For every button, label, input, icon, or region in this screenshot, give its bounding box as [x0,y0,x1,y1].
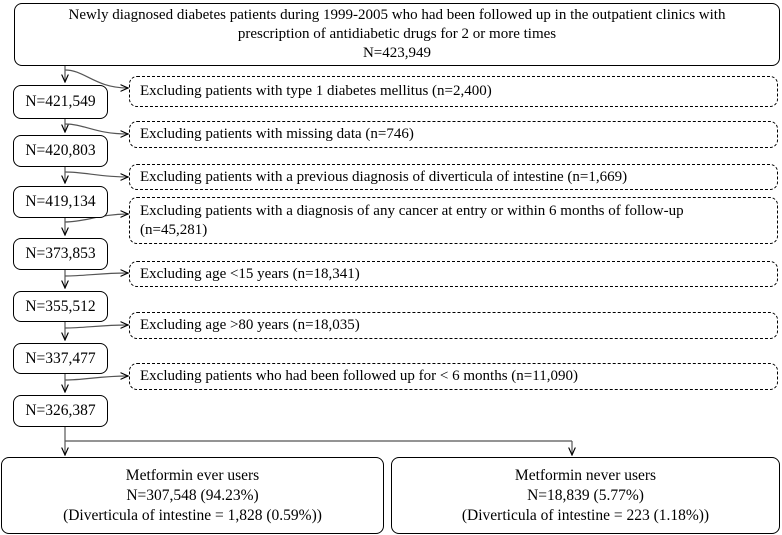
step-count-box [13,186,108,218]
exclusion-box [129,363,778,390]
step-count-box [13,135,108,167]
metformin-ever-users-box [1,457,384,534]
metformin-never-users-box [391,457,780,534]
step-count-box [13,343,108,374]
exclusion-text-7: Excluding patients who had been followed up for < 6 months (n=11,090) [140,368,578,384]
exclusion-text-2: Excluding patients with missing data (n=746) [140,126,414,142]
initial-cohort-count: N=423,949 [362,45,432,61]
exclusion-text-6: Excluding age >80 years (n=18,035) [140,317,360,333]
exclusion-box [129,76,778,107]
arrow-exclusion-3 [65,172,128,177]
initial-cohort-line2: prescription of antidiabetic drugs for 2 or more times [237,26,557,42]
step-count-box [13,238,108,270]
group-count-never: N=18,839 (5.77%) [527,486,644,504]
group-count-ever: N=307,548 (94.23%) [126,486,259,504]
step-count-box [13,291,108,322]
step-count-box [13,395,108,427]
exclusion-box [129,312,778,339]
step-count-5: N=355,512 [25,297,96,315]
group-outcome-ever: (Diverticula of intestine = 1,828 (0.59%)) [63,506,322,524]
group-title-ever: Metformin ever users [125,466,260,484]
initial-cohort-box [14,3,780,66]
initial-cohort-line1: Newly diagnosed diabetes patients during 1999-2005 who had been followed up in the outpatient clinics with [68,7,726,23]
group-title-never: Metformin never users [514,466,657,484]
step-count-7: N=326,387 [25,402,96,419]
step-count-6: N=337,477 [25,349,96,367]
step-count-1: N=421,549 [25,93,96,110]
exclusion-text-3: Excluding patients with a previous diagnosis of diverticula of intestine (n=1,669) [140,168,628,185]
exclusion-text-1: Excluding patients with type 1 diabetes mellitus (n=2,400) [140,83,492,99]
step-count-4: N=373,853 [25,245,96,262]
group-outcome-never: (Diverticula of intestine = 223 (1.18%)) [461,506,710,524]
arrow-exclusion-7 [65,376,128,380]
step-count-2: N=420,803 [25,142,96,159]
step-count-box [13,85,108,119]
exclusion-box [129,164,778,190]
exclusion-box [129,121,778,148]
exclusion-text-4: Excluding patients with a diagnosis of any cancer at entry or within 6 months of follow-up (n=45,281) [140,202,684,238]
exclusion-text-5: Excluding age <15 years (n=18,341) [140,265,360,282]
exclusion-box [129,261,778,287]
arrow-exclusion-2 [65,124,128,134]
step-count-3: N=419,134 [25,193,96,210]
arrow-exclusion-6 [65,325,128,328]
exclusion-box [129,197,778,244]
arrow-exclusion-5 [65,273,128,276]
